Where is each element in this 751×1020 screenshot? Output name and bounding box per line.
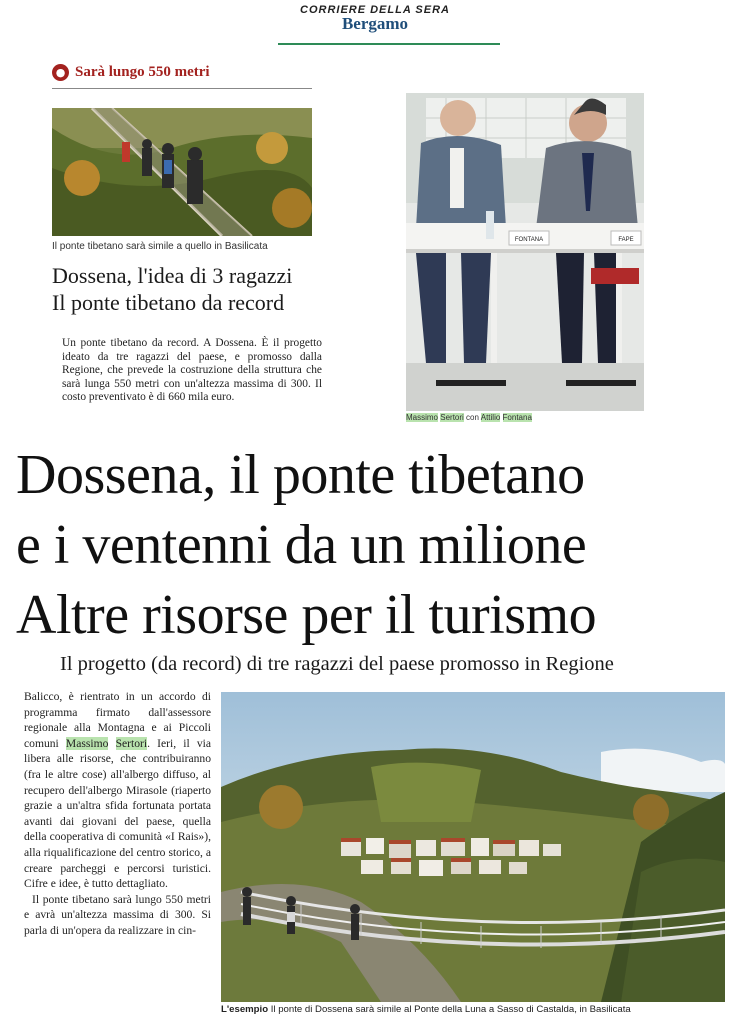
main-headline-line3: Altre risorse per il turismo — [16, 584, 597, 646]
side-headline — [52, 262, 332, 316]
side-kicker — [52, 64, 210, 81]
masthead — [250, 0, 500, 48]
caption-name-sertori: Sertori — [440, 413, 464, 422]
bottom-photo-caption — [221, 1004, 731, 1015]
main-subheadline: Il progetto (da record) di tre ragazzi del paese promosso in Regione — [60, 653, 614, 675]
column-name-massimo: Massimo — [65, 736, 109, 750]
column-text-part1: Balicco, è rientrato in un accordo di programma firmato dall'assessore regionale alla Montagna e ai Piccoli comuni — [24, 690, 211, 750]
side-photo-caption: Il ponte tibetano sarà simile a quello in Basilicata — [52, 241, 268, 252]
masthead-rule — [278, 43, 500, 45]
nameplate-fape: FAPE — [618, 237, 634, 243]
officials-caption — [406, 413, 532, 422]
caption-lead: L'esempio — [221, 1004, 269, 1015]
column-paragraph-1 — [24, 689, 211, 892]
side-photo-bridge — [52, 108, 312, 236]
caption-name-massimo: Massimo — [406, 413, 439, 422]
article-column — [24, 689, 211, 939]
column-text-part2: . Ieri, il via libera alle risorse, che contribuiranno (fra le altre cose) all'albergo diffuso, al recupero dell'albergo Mirasole (riaperto grazie a un'altra sfida fortunata portata avanti dai giovani del paese, quella della cooperativa di comunità «I Rais»), alla riqualificazione del centro storico, a creare parcheggi e percorsi turistici. Cifre e idee, è tutto dettagliato. — [24, 736, 211, 891]
caption-name-fontana: Fontana — [502, 413, 532, 422]
caption-con: con — [466, 413, 479, 422]
main-headline-line1: Dossena, il ponte tibetano — [16, 444, 585, 506]
main-headline-line2: e i ventenni da un milione — [16, 514, 587, 576]
nameplate-fontana: FONTANA — [514, 237, 544, 243]
caption-name-attilio: Attilio — [480, 413, 501, 422]
photo-ponte-della-luna — [221, 692, 725, 1002]
edition-city: Bergamo — [341, 14, 409, 33]
location-pin-icon: ● — [52, 64, 69, 81]
side-headline-line2: Il ponte tibetano da record — [52, 290, 285, 315]
kicker-divider — [52, 88, 312, 89]
main-headline — [16, 440, 746, 650]
caption-text: Il ponte di Dossena sarà simile al Ponte della Luna a Sasso di Castalda, in Basilicata — [268, 1004, 631, 1015]
side-kicker-text: Sarà lungo 550 metri — [75, 64, 210, 80]
column-paragraph-2: Il ponte tibetano sarà lungo 550 metri e avrà un'altezza massima di 300. Si parla di un'opera da realizzare in cin- — [24, 892, 211, 937]
side-body: Un ponte tibetano da record. A Dossena. È il progetto ideato da tre ragazzi del paese, e promosso dalla Regione, che prevede la costruzione della struttura che sarà lunga 550 metri con un'altezza massima di 300. Il costo preventivato è di 660 mila euro. — [62, 337, 322, 403]
column-name-sertori: Sertori — [115, 736, 148, 750]
newspaper-title: CORRIERE DELLA SERA — [300, 4, 450, 16]
photo-officials — [406, 93, 644, 411]
side-headline-line1: Dossena, l'idea di 3 ragazzi — [52, 263, 293, 288]
